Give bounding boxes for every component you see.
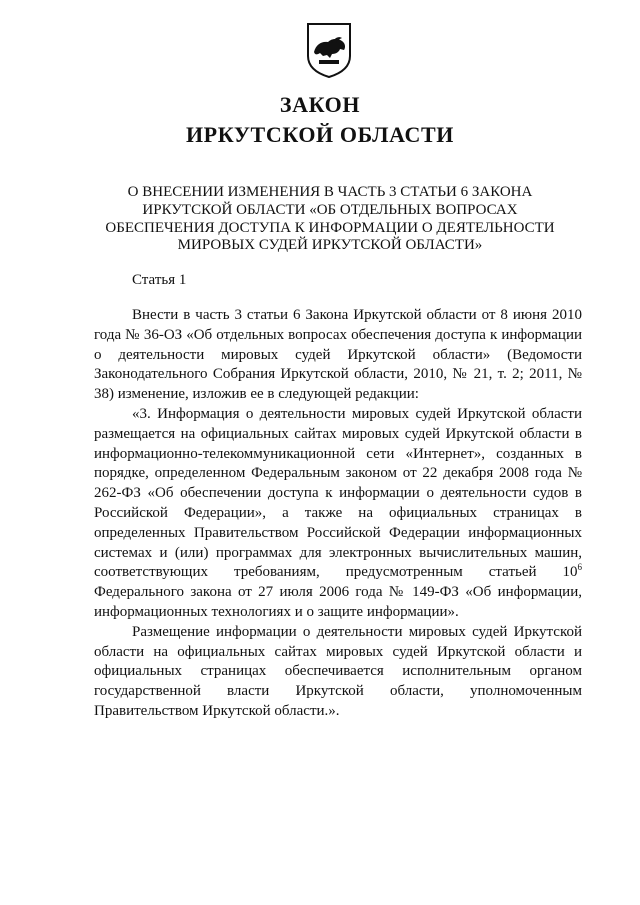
law-region-title: ИРКУТСКОЙ ОБЛАСТИ [185,122,455,147]
article-heading: Статья 1 [132,272,187,288]
subject-line: МИРОВЫХ СУДЕЙ ИРКУТСКОЙ ОБЛАСТИ» [177,237,483,254]
subject-line: О ВНЕСЕНИИ ИЗМЕНЕНИЯ В ЧАСТЬ 3 СТАТЬИ 6 ЗАКОНА [127,184,533,200]
article-body [94,306,582,722]
law-title: ЗАКОН [279,92,361,117]
paragraph-placement: Размещение информации о деятельности мировых судей Иркутской области на официальных сайтах мировых судей Иркутской области и официальных страницах обеспечивается исполнительным органом государственной власти Иркутской области, уполномоченным Правительством Иркутской области.». [94,623,582,719]
paragraph-text: «3. Информация о деятельности мировых судей Иркутской области размещается на официальных сайтах мировых судей Иркутской области в информационно-телекоммуникационной сети «Интернет», созданных в порядке, определенном Федеральным законом от 22 декабря 2008 года № 262-ФЗ «Об обеспечении доступа к информации о деятельности судов в Российской Федерации», а также на официальных страницах в определенных Правительством Российской Федерации информационных системах и (или) программах для электронных вычислительных машин, соответствующих требованиям, предусмотренным статьей 10 [94,405,582,581]
superscript: 6 [577,562,582,573]
subject-line: ИРКУТСКОЙ ОБЛАСТИ «ОБ ОТДЕЛЬНЫХ ВОПРОСАХ [142,201,518,218]
paragraph-new-text [94,405,582,623]
paragraph-text: Федерального закона от 27 июля 2006 года № 149-ФЗ «Об информации, информационных технологиях и о защите информации». [94,584,582,620]
irkutsk-coat-of-arms-icon [306,22,352,78]
paragraph-amendment-intro: Внести в часть 3 статьи 6 Закона Иркутской области от 8 июня 2010 года № 36-ОЗ «Об отдельных вопросах обеспечения доступа к информации о деятельности мировых судей Иркутской области» (Ведомости Законодательного Собрания Иркутской области, 2010, № 21, т. 2; 2011, № 38) изменение, изложив ее в следующей редакции: [94,307,582,403]
law-subject [90,184,570,255]
subject-line: ОБЕСПЕЧЕНИЯ ДОСТУПА К ИНФОРМАЦИИ О ДЕЯТЕЛЬНОСТИ [105,219,555,236]
